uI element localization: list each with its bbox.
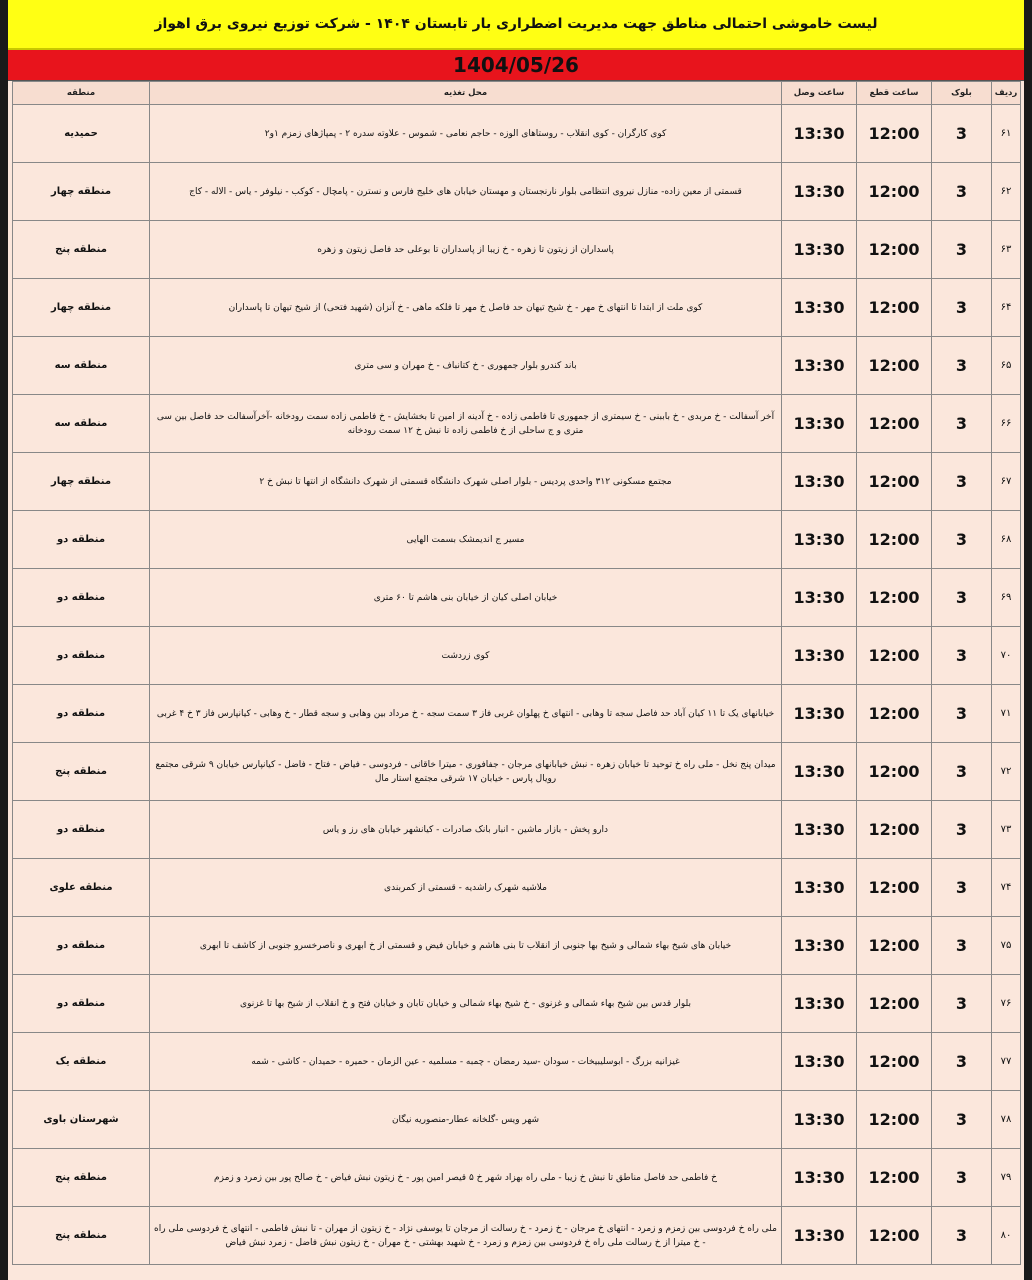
table-row	[13, 221, 1021, 279]
region-cell: منطقه دو	[13, 627, 150, 685]
cut-time-cell: 12:00	[857, 569, 932, 627]
block-cell: 3	[932, 163, 992, 221]
block-cell: 3	[932, 453, 992, 511]
row-number: ۷۷	[992, 1033, 1021, 1091]
reconnect-time-cell: 13:30	[782, 859, 857, 917]
col-header-region: منطقه	[13, 82, 150, 105]
region-cell: منطقه پنج	[13, 1149, 150, 1207]
table-row	[13, 1033, 1021, 1091]
table-row	[13, 627, 1021, 685]
block-cell: 3	[932, 743, 992, 801]
row-number: ۷۲	[992, 743, 1021, 801]
location-cell: آخر آسفالت - خ مربدی - خ باببنی - خ سیمتری از جمهوری تا فاطمی زاده - خ آدینه از امین تا بخشایش - خ فاطمی زاده سمت رودخانه -آخرآسفالت حد فاصل بین سی متری و ج ساحلی از خ فاطمی زاده تا نبش خ ۱۲ سمت رودخانه	[150, 395, 782, 453]
row-number: ۶۷	[992, 453, 1021, 511]
reconnect-time-cell: 13:30	[782, 801, 857, 859]
block-cell: 3	[932, 1207, 992, 1265]
reconnect-time-cell: 13:30	[782, 453, 857, 511]
table-row	[13, 337, 1021, 395]
location-cell: دارو پخش - بازار ماشین - انبار بانک صادرات - کیانشهر خیابان های رز و یاس	[150, 801, 782, 859]
region-cell: منطقه پنج	[13, 221, 150, 279]
block-cell: 3	[932, 337, 992, 395]
table-row	[13, 1149, 1021, 1207]
block-cell: 3	[932, 511, 992, 569]
region-cell: منطقه دو	[13, 801, 150, 859]
cut-time-cell: 12:00	[857, 395, 932, 453]
location-cell: غیزانیه بزرگ - ابوسلیبیخات - سودان -سید رمضان - چمبه - مسلمیه - عین الزمان - حمیره - حمیدان - کاشی - شمه	[150, 1033, 782, 1091]
table-row	[13, 801, 1021, 859]
region-cell: منطقه دو	[13, 917, 150, 975]
location-cell: میدان پنج نخل - ملی راه خ توحید تا خیابان زهره - نبش خیابانهای مرجان - جفافوری - میترا خاقانی - فردوسی - فیاض - فتاح - فاضل - کیانپارس خیابان ۹ شرقی مجتمع رویال پارس - خیابان ۱۷ شرقی مجتمع استار مال	[150, 743, 782, 801]
table-row	[13, 453, 1021, 511]
table-row	[13, 395, 1021, 453]
row-number: ۷۰	[992, 627, 1021, 685]
outage-table	[12, 81, 1021, 1265]
location-cell: خیابان های شیخ بهاء شمالی و شیخ بها جنوبی از انقلاب تا بنی هاشم و خیابان فیض و قسمتی از خ ابهری و ناصرخسرو جنوبی از کاشف تا ابهری	[150, 917, 782, 975]
row-number: ۷۴	[992, 859, 1021, 917]
cut-time-cell: 12:00	[857, 511, 932, 569]
reconnect-time-cell: 13:30	[782, 1149, 857, 1207]
cut-time-cell: 12:00	[857, 685, 932, 743]
table-row	[13, 279, 1021, 337]
cut-time-cell: 12:00	[857, 743, 932, 801]
reconnect-time-cell: 13:30	[782, 975, 857, 1033]
cut-time-cell: 12:00	[857, 221, 932, 279]
cut-time-cell: 12:00	[857, 163, 932, 221]
row-number: ۷۶	[992, 975, 1021, 1033]
location-cell: خیابان اصلی کیان از خیابان بنی هاشم تا ۶۰ متری	[150, 569, 782, 627]
table-row	[13, 569, 1021, 627]
reconnect-time-cell: 13:30	[782, 743, 857, 801]
location-cell: مجتمع مسکونی ۳۱۲ واحدی پردیس - بلوار اصلی شهرک دانشگاه قسمتی از شهرک دانشگاه از انتها تا نبش خ ۲	[150, 453, 782, 511]
row-number: ۶۲	[992, 163, 1021, 221]
block-cell: 3	[932, 105, 992, 163]
row-number: ۷۵	[992, 917, 1021, 975]
region-cell: منطقه دو	[13, 511, 150, 569]
row-number: ۶۴	[992, 279, 1021, 337]
cut-time-cell: 12:00	[857, 801, 932, 859]
reconnect-time-cell: 13:30	[782, 1033, 857, 1091]
block-cell: 3	[932, 395, 992, 453]
cut-time-cell: 12:00	[857, 1207, 932, 1265]
row-number: ۶۸	[992, 511, 1021, 569]
block-cell: 3	[932, 221, 992, 279]
region-cell: منطقه سه	[13, 337, 150, 395]
location-cell: کوی کارگران - کوی انقلاب - روستاهای الوزه - حاجم نعامی - شموس - علاوته سدره ۲ - پمپاژهای زمزم ۱و۲	[150, 105, 782, 163]
col-header-row: ردیف	[992, 82, 1021, 105]
row-number: ۸۰	[992, 1207, 1021, 1265]
location-cell: شهر ویس -گلخانه عطار-منصوریه نیگان	[150, 1091, 782, 1149]
table-header-row	[13, 82, 1021, 105]
region-cell: منطقه چهار	[13, 279, 150, 337]
location-cell: کوی ملت از ابتدا تا انتهای خ مهر - خ شیخ تیهان حد فاصل خ مهر تا فلکه ماهی - خ آنزان (شهید فتحی) از شیخ تیهان تا پاسداران	[150, 279, 782, 337]
page-title: لیست خاموشی احتمالی مناطق جهت مدیریت اضطراری بار تابستان ۱۴۰۴ - شرکت توزیع نیروی برق اهواز	[8, 0, 1024, 50]
region-cell: منطقه دو	[13, 685, 150, 743]
reconnect-time-cell: 13:30	[782, 105, 857, 163]
row-number: ۶۳	[992, 221, 1021, 279]
location-cell: قسمتی از معین زاده- منازل نیروی انتظامی بلوار نارنجستان و مهستان خیابان های خلیج فارس و نسترن - پامچال - کوکب - نیلوفر - یاس - الاله - کاج	[150, 163, 782, 221]
block-cell: 3	[932, 1149, 992, 1207]
region-cell: شهرستان باوی	[13, 1091, 150, 1149]
reconnect-time-cell: 13:30	[782, 279, 857, 337]
region-cell: منطقه پنج	[13, 743, 150, 801]
block-cell: 3	[932, 279, 992, 337]
reconnect-time-cell: 13:30	[782, 163, 857, 221]
reconnect-time-cell: 13:30	[782, 221, 857, 279]
cut-time-cell: 12:00	[857, 917, 932, 975]
row-number: ۶۵	[992, 337, 1021, 395]
reconnect-time-cell: 13:30	[782, 337, 857, 395]
location-cell: کوی زردشت	[150, 627, 782, 685]
reconnect-time-cell: 13:30	[782, 917, 857, 975]
cut-time-cell: 12:00	[857, 1091, 932, 1149]
table-row	[13, 685, 1021, 743]
document-sheet	[8, 0, 1024, 1280]
cut-time-cell: 12:00	[857, 337, 932, 395]
row-number: ۶۱	[992, 105, 1021, 163]
table-row	[13, 105, 1021, 163]
block-cell: 3	[932, 685, 992, 743]
table-row	[13, 511, 1021, 569]
reconnect-time-cell: 13:30	[782, 395, 857, 453]
block-cell: 3	[932, 1091, 992, 1149]
row-number: ۶۹	[992, 569, 1021, 627]
row-number: ۷۸	[992, 1091, 1021, 1149]
reconnect-time-cell: 13:30	[782, 627, 857, 685]
table-row	[13, 859, 1021, 917]
reconnect-time-cell: 13:30	[782, 685, 857, 743]
cut-time-cell: 12:00	[857, 1033, 932, 1091]
cut-time-cell: 12:00	[857, 975, 932, 1033]
cut-time-cell: 12:00	[857, 859, 932, 917]
region-cell: منطقه دو	[13, 975, 150, 1033]
region-cell: منطقه پنج	[13, 1207, 150, 1265]
row-number: ۷۳	[992, 801, 1021, 859]
location-cell: خیابانهای یک تا ۱۱ کیان آباد حد فاصل سجه تا وهابی - انتهای خ پهلوان غربی فاز ۳ سمت سجه - خ مرداد بین وهابی و سجه قطار - خ وهابی - کیانپارس فاز ۳ خ ۴ غربی	[150, 685, 782, 743]
location-cell: باند کندرو بلوار جمهوری - خ کتانباف - خ مهران و سی متری	[150, 337, 782, 395]
reconnect-time-cell: 13:30	[782, 511, 857, 569]
date-banner: 1404/05/26	[8, 50, 1024, 81]
table-row	[13, 743, 1021, 801]
col-header-location: محل تغذیه	[150, 82, 782, 105]
cut-time-cell: 12:00	[857, 105, 932, 163]
row-number: ۶۶	[992, 395, 1021, 453]
table-row	[13, 917, 1021, 975]
region-cell: منطقه چهار	[13, 453, 150, 511]
row-number: ۷۹	[992, 1149, 1021, 1207]
block-cell: 3	[932, 627, 992, 685]
cut-time-cell: 12:00	[857, 1149, 932, 1207]
col-header-reconnect: ساعت وصل	[782, 82, 857, 105]
col-header-block: بلوک	[932, 82, 992, 105]
cut-time-cell: 12:00	[857, 279, 932, 337]
block-cell: 3	[932, 975, 992, 1033]
location-cell: ملاشیه شهرک راشدیه - قسمتی از کمربندی	[150, 859, 782, 917]
region-cell: منطقه دو	[13, 569, 150, 627]
location-cell: پاسداران از زیتون تا زهره - خ زیبا از پاسداران تا بوعلی حد فاصل زیتون و زهره	[150, 221, 782, 279]
table-row	[13, 975, 1021, 1033]
reconnect-time-cell: 13:30	[782, 569, 857, 627]
col-header-cut: ساعت قطع	[857, 82, 932, 105]
reconnect-time-cell: 13:30	[782, 1207, 857, 1265]
block-cell: 3	[932, 859, 992, 917]
region-cell: منطقه سه	[13, 395, 150, 453]
region-cell: منطقه علوی	[13, 859, 150, 917]
location-cell: خ فاطمی حد فاصل مناطق تا نبش خ زیبا - ملی راه بهزاد شهر خ ۵ قیصر امین پور - خ زیتون نبش فیاض - خ صالح پور بین زمرد و زمزم	[150, 1149, 782, 1207]
block-cell: 3	[932, 1033, 992, 1091]
block-cell: 3	[932, 801, 992, 859]
reconnect-time-cell: 13:30	[782, 1091, 857, 1149]
cut-time-cell: 12:00	[857, 453, 932, 511]
table-row	[13, 1091, 1021, 1149]
cut-time-cell: 12:00	[857, 627, 932, 685]
block-cell: 3	[932, 569, 992, 627]
table-row	[13, 1207, 1021, 1265]
location-cell: بلوار قدس بین شیخ بهاء شمالی و غزنوی - خ شیخ بهاء شمالی و خیابان تابان و خیابان فتح و خ انقلاب از شیخ بها تا غزنوی	[150, 975, 782, 1033]
table-row	[13, 163, 1021, 221]
region-cell: حمیدیه	[13, 105, 150, 163]
block-cell: 3	[932, 917, 992, 975]
region-cell: منطقه چهار	[13, 163, 150, 221]
region-cell: منطقه یک	[13, 1033, 150, 1091]
location-cell: مسیر ج اندیمشک بسمت الهایی	[150, 511, 782, 569]
row-number: ۷۱	[992, 685, 1021, 743]
location-cell: ملی راه خ فردوسی بین زمزم و زمرد - انتهای خ مرجان - خ زمرد - خ رسالت از مرجان تا یوسفی نژاد - خ زیتون از مهران - تا نبش فاطمی - انتهای خ فردوسی ملی راه - خ میترا از خ رسالت ملی راه خ فردوسی بین زمزم و زمرد - خ شهید بهشتی - خ مهران - خ زیتون نبش فاضل - زمرد نبش فیاض	[150, 1207, 782, 1265]
